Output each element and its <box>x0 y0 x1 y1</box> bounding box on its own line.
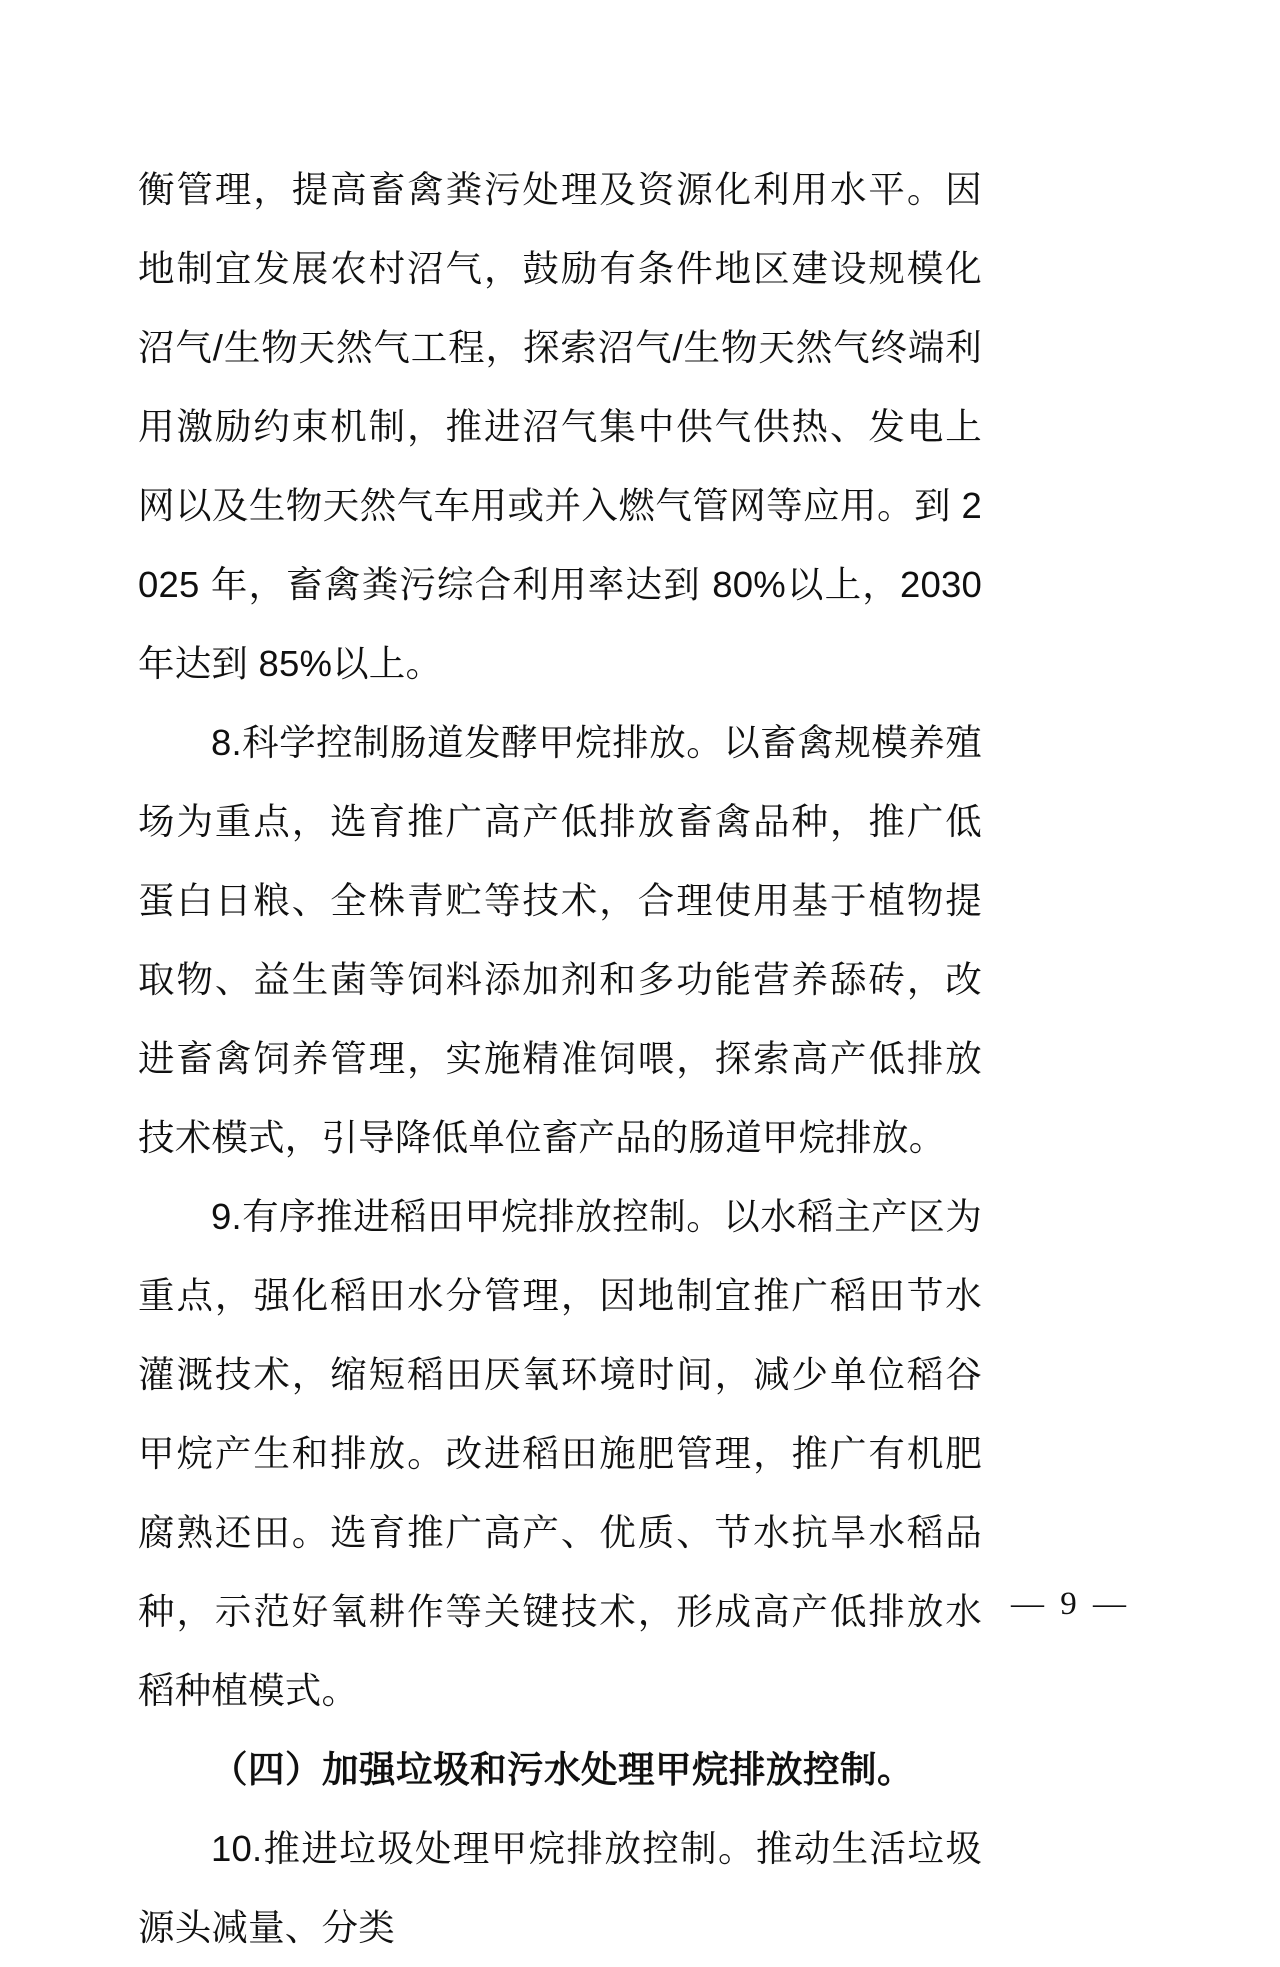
paragraph-item-8: 8.科学控制肠道发酵甲烷排放。以畜禽规模养殖场为重点，选育推广高产低排放畜禽品种，推广低蛋白日粮、全株青贮等技术，合理使用基于植物提取物、益生菌等饲料添加剂和多功能营养舔砖，改进畜禽饲养管理，实施精准饲喂，探索高产低排放技术模式，引导降低单位畜产品的肠道甲烷排放。 <box>138 722 982 1158</box>
paragraph-item-10: 10.推进垃圾处理甲烷排放控制。推动生活垃圾源头减量、分类 <box>138 1828 982 1948</box>
paragraph-item-9: 9.有序推进稻田甲烷排放控制。以水稻主产区为重点，强化稻田水分管理，因地制宜推广稻田节水灌溉技术，缩短稻田厌氧环境时间，减少单位稻谷甲烷产生和排放。改进稻田施肥管理，推广有机肥腐熟还田。选育推广高产、优质、节水抗旱水稻品种，示范好氧耕作等关键技术，形成高产低排放水稻种植模式。 <box>138 1196 982 1711</box>
section-heading-four: （四）加强垃圾和污水处理甲烷排放控制。 <box>211 1749 914 1790</box>
document-body <box>138 150 982 1967</box>
page-number: — 9 — <box>1011 1586 1130 1622</box>
paragraph-continued-biogas: 衡管理，提高畜禽粪污处理及资源化利用水平。因地制宜发展农村沼气，鼓励有条件地区建设规模化沼气/生物天然气工程，探索沼气/生物天然气终端利用激励约束机制，推进沼气集中供气供热、发电上网以及生物天然气车用或并入燃气管网等应用。到 2025 年，畜禽粪污综合利用率达到 80%以上，2030 年达到 85%以上。 <box>138 169 982 684</box>
